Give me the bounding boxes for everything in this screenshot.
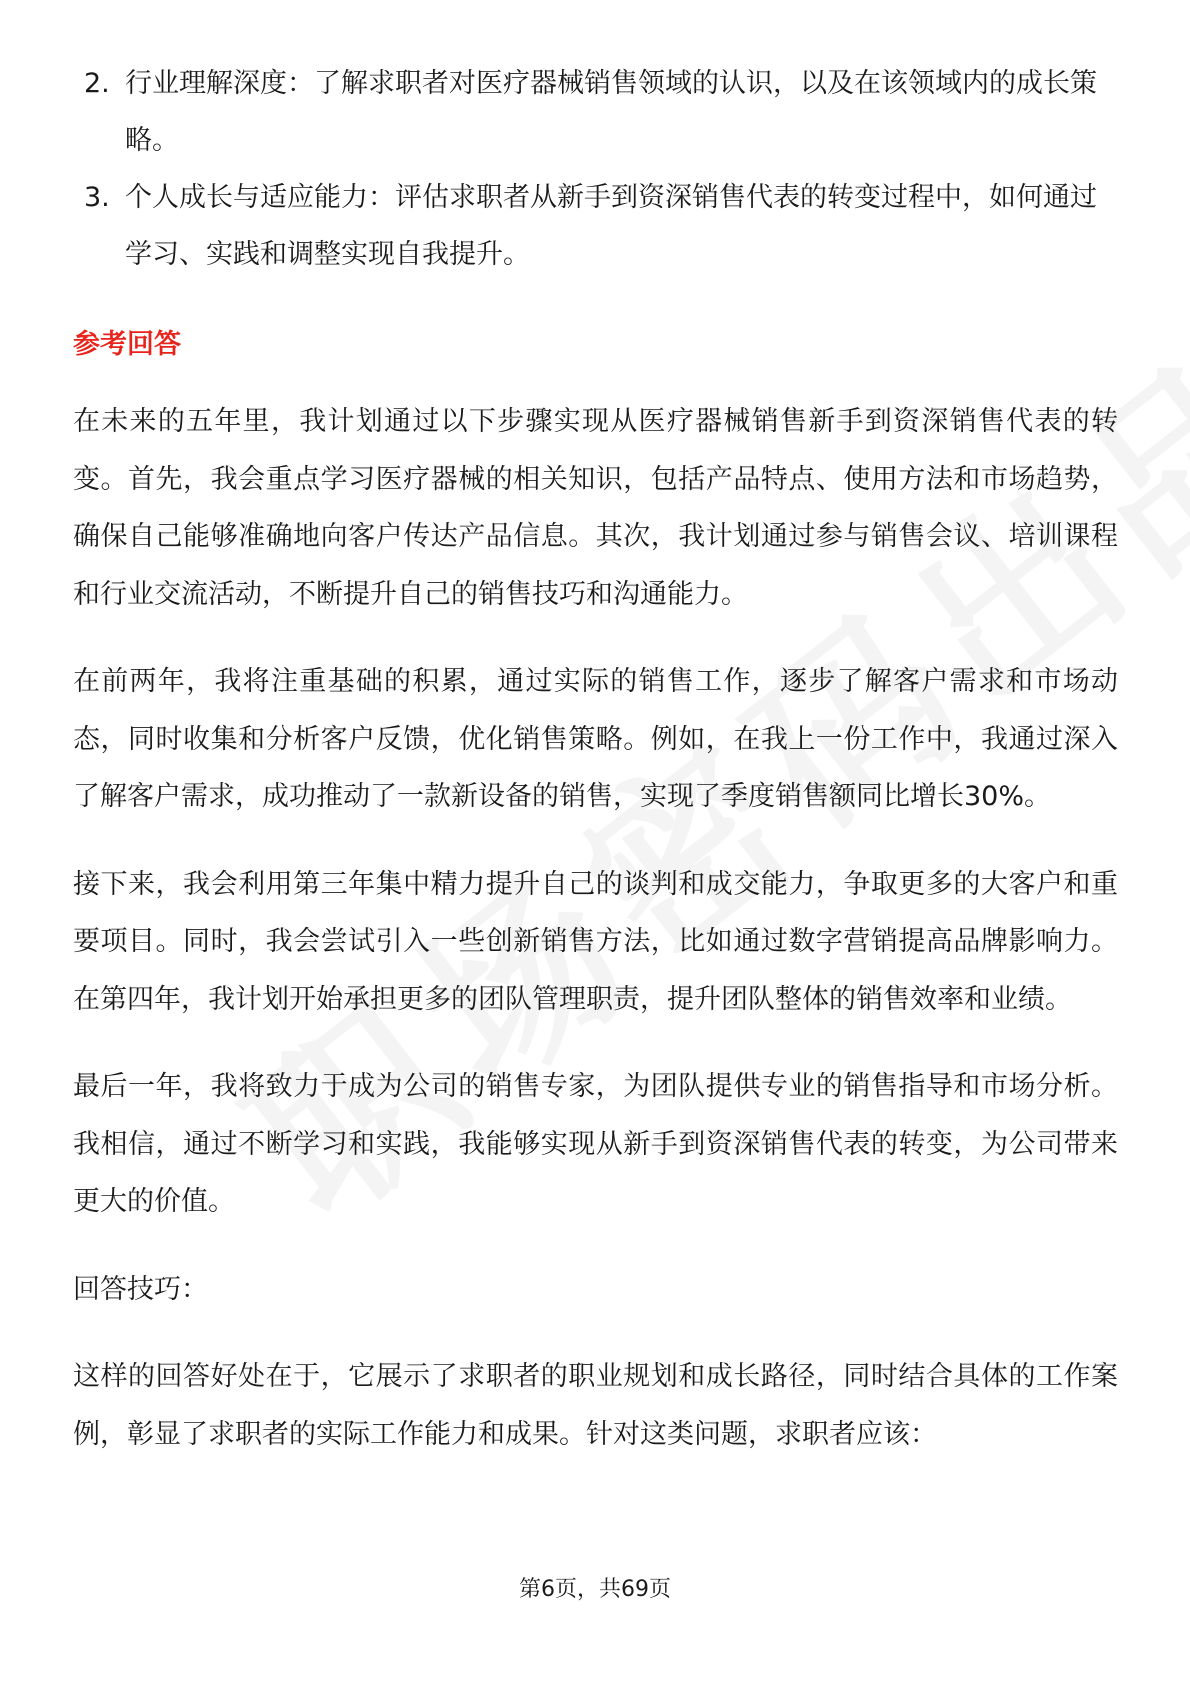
answer-paragraph: 接下来，我会利用第三年集中精力提升自己的谈判和成交能力，争取更多的大客户和重要项目。同时，我会尝试引入一些创新销售方法，比如通过数字营销提高品牌影响力。在第四年，我计划开始承担更多的团队管理职责，提升团队整体的销售效率和业绩。	[73, 868, 1118, 1015]
list-item-text: 行业理解深度：了解求职者对医疗器械销售领域的认识，以及在该领域内的成长策略。	[125, 68, 1097, 156]
list-item-number: 3.	[84, 182, 110, 213]
list-item-text: 个人成长与适应能力：评估求职者从新手到资深销售代表的转变过程中，如何通过学习、实践和调整实现自我提升。	[125, 182, 1097, 270]
answer-paragraph: 在前两年，我将注重基础的积累，通过实际的销售工作，逐步了解客户需求和市场动态，同时收集和分析客户反馈，优化销售策略。例如，在我上一份工作中，我通过深入了解客户需求，成功推动了一款新设备的销售，实现了季度销售额同比增长30%。	[73, 666, 1118, 812]
list-item	[73, 169, 1118, 283]
tips-heading: 回答技巧：	[73, 1273, 208, 1305]
section-title: 参考回答	[73, 329, 181, 360]
answer-paragraph: 最后一年，我将致力于成为公司的销售专家，为团队提供专业的销售指导和市场分析。我相信，通过不断学习和实践，我能够实现从新手到资深销售代表的转变，为公司带来更大的价值。	[73, 1071, 1118, 1217]
page-number: 第6页，共69页	[519, 1577, 671, 1602]
tips-paragraph: 这样的回答好处在于，它展示了求职者的职业规划和成长路径，同时结合具体的工作案例，彰显了求职者的实际工作能力和成果。针对这类问题，求职者应该：	[73, 1361, 1118, 1450]
list-item	[73, 55, 1118, 169]
answer-paragraph: 在未来的五年里，我计划通过以下步骤实现从医疗器械销售新手到资深销售代表的转变。首先，我会重点学习医疗器械的相关知识，包括产品特点、使用方法和市场趋势，确保自己能够准确地向客户传达产品信息。其次，我计划通过参与销售会议、培训课程和行业交流活动，不断提升自己的销售技巧和沟通能力。	[73, 406, 1118, 610]
evaluation-points-list	[73, 55, 1118, 283]
list-item-number: 2.	[84, 68, 110, 99]
page-content	[73, 55, 1118, 1493]
